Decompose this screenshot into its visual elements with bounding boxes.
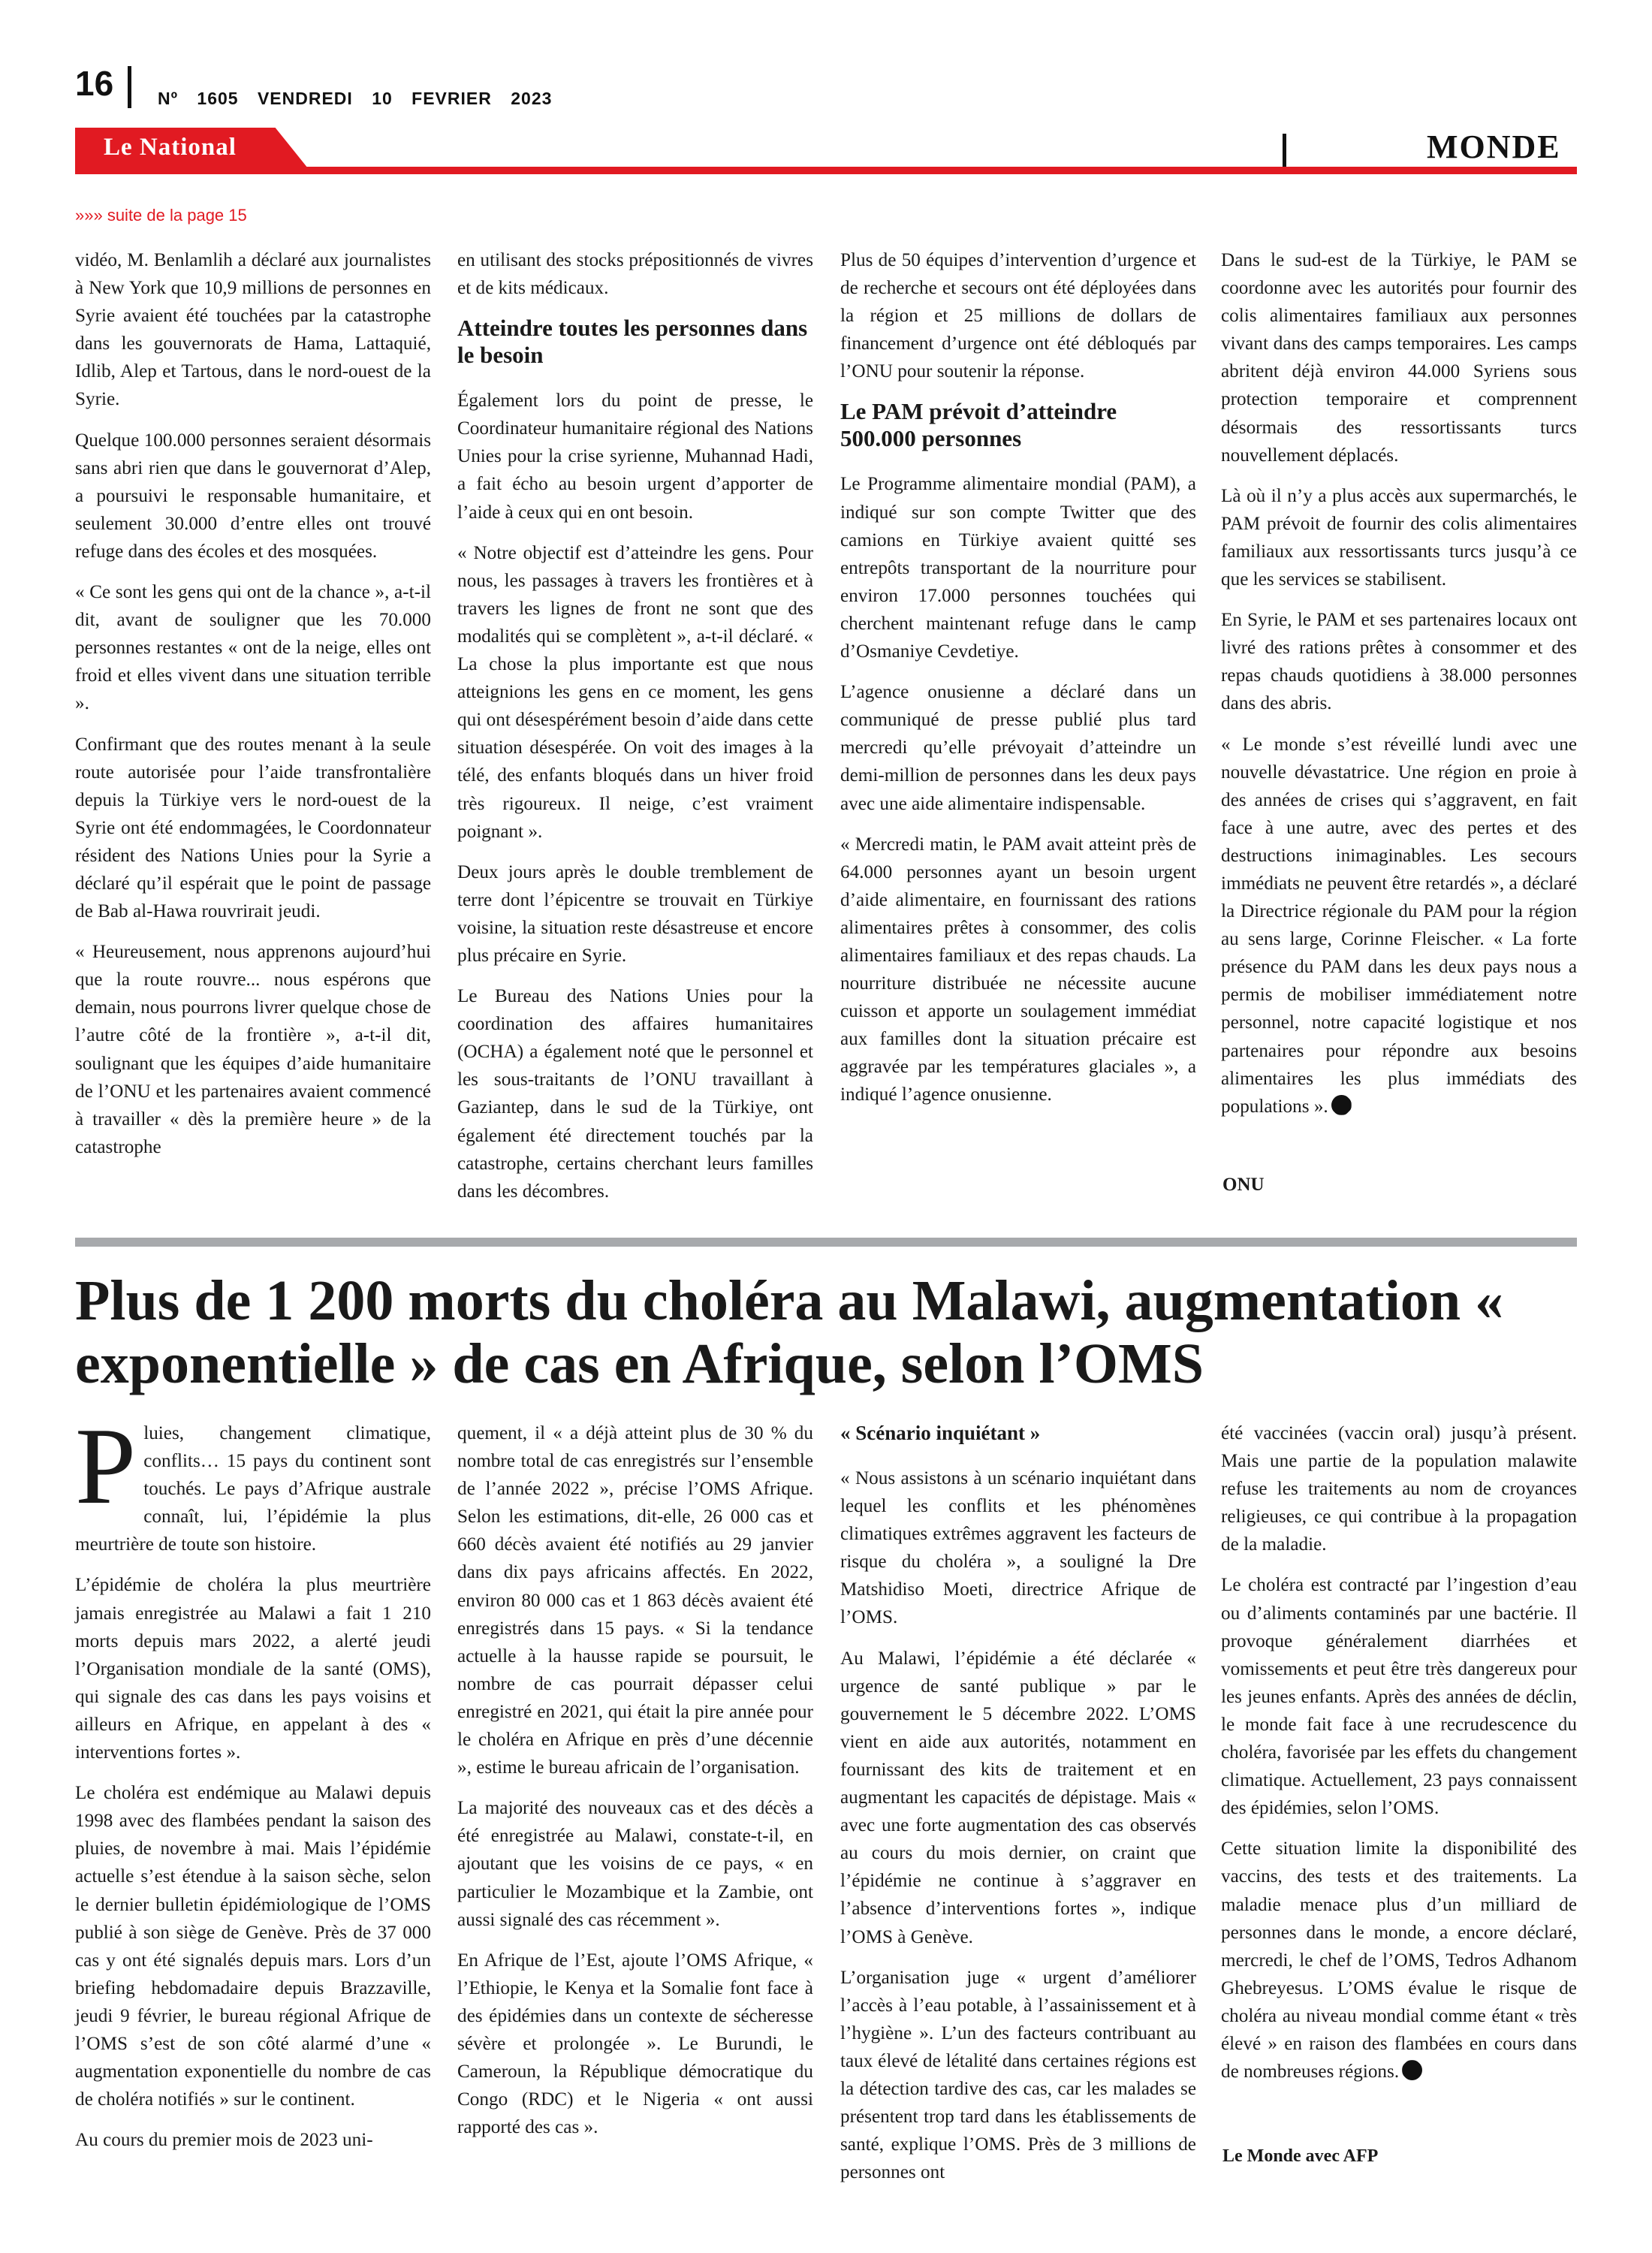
paragraph: « Ce sont les gens qui ont de la chance », a-t-il dit, avant de souligner que les 70.000 personnes restantes « ont de la neige, elles ont froid et elles vivent dans une situation terrible ». (75, 582, 431, 714)
paragraph: Le Bureau des Nations Unies pour la coordination des affaires humanitaires (OCHA) a également noté que le personnel et les sous-traitants de l’ONU travaillant à Gaziantep, dans le sud de la Türkiye, ont également été directement touchés par la catastrophe, certains cherchant leurs familles dans les décombres. (457, 986, 813, 1202)
continued-from: »»» suite de la page 15 (75, 206, 247, 225)
lead-paragraph (75, 1405, 431, 1558)
paragraph: « Mercredi matin, le PAM avait atteint près de 64.000 personnes ayant un besoin urgent d’aide alimentaire, en fournissant des rations alimentaires prêtes à consommer, des colis alimentaires familiaux et des repas chauds. La nourriture distribuée ne nécessite aucune cuisson et apporte un soulagement immédiat aux familles dont la situation précaire est aggravée par les températures glaciales », a indiqué l’agence onusienne. (840, 834, 1196, 1105)
paragraph: Le Programme alimentaire mondial (PAM), a indiqué sur son compte Twitter que des camions en Türkiye avaient quitté ses entrepôts transportant de la nourriture pour environ 17.000 personnes touchées qui cherchent maintenant refuge dans le camp d’Osmaniye Cevdetiye. (840, 474, 1196, 662)
newspaper-brand: Le National (104, 134, 237, 161)
paragraph: Confirmant que des routes menant à la seule route autorisée pour l’aide transfrontalière depuis la Türkiye vers le nord-ouest de la Syrie ont été endommagées, le Coordonnateur résident des Nations Unies pour la Syrie a déclaré qu’il espérait que le point de passage de Bab al-Hawa rouvrirait jeudi. (75, 734, 431, 922)
article-divider (75, 1238, 1577, 1247)
paragraph: quement, il « a déjà atteint plus de 30 % du nombre total de cas enregistrés sur l’ensemble de l’année 2022 », précise l’OMS Afrique. Selon les estimations, dit-elle, 26 000 cas et 660 décès avaient été notifiés au 29 janvier dans dix pays africains affectés. En 2022, environ 80 000 cas et 1 863 décès avaient été enregistrés dans 15 pays. « Si la tendance actuelle à la hausse rapide se poursuit, le nombre de cas pourrait dépasser celui enregistré en 2021, qui était la pire année pour le choléra en Afrique en près d’une décennie », estime le bureau africain de l’organisation. (457, 1423, 813, 1778)
article-source: ONU (1222, 1175, 1265, 1195)
article2-column-4 (1221, 1419, 1577, 2098)
section-title: MONDE (1427, 128, 1561, 165)
paragraph: « Nous assistons à un scénario inquiétant dans lequel les conflits et les phénomènes climatiques extrêmes aggravent les facteurs de risque du choléra », a souligné la Dre Matshidiso Moeti, directrice Afrique de l’OMS. (840, 1468, 1196, 1628)
paragraph: Dans le sud-est de la Türkiye, le PAM se coordonne avec les autorités pour fournir des colis alimentaires familiaux aux personnes vivant dans des camps temporaires. Les camps abritent déjà environ 44.000 Syriens sous protection temporaire et comprennent désormais des ressortissants turcs nouvellement déplacés. (1221, 250, 1577, 466)
paragraph: En Syrie, le PAM et ses partenaires locaux ont livré des rations prêtes à consommer et des repas chauds quotidiens à 38.000 personnes dans des abris. (1221, 610, 1577, 714)
article-headline: Plus de 1 200 morts du choléra au Malawi, augmentation « exponentielle » de cas en Afrique, selon l’OMS (75, 1269, 1504, 1395)
paragraph: été vaccinées (vaccin oral) jusqu’à présent. Mais une partie de la population malawite refuse les traitements au nom de croyances religieuses, ce qui contribue à la propagation de la maladie. (1221, 1423, 1577, 1555)
article2-column-1 (75, 1405, 431, 2167)
section-divider (1283, 134, 1286, 167)
end-mark-icon (1402, 2060, 1422, 2080)
paragraph: en utilisant des stocks prépositionnés de vivres et de kits médicaux. (457, 250, 813, 299)
article2-column-2 (457, 1419, 813, 2154)
subheading: « Scénario inquiétant » (840, 1422, 1041, 1444)
header-divider (128, 66, 131, 108)
paragraph: La majorité des nouveaux cas et des décès a été enregistrée au Malawi, constate-t-il, en ajoutant que les voisins de ce pays, « en particulier le Mozambique et la Zambie, ont aussi signalé des cas récemment ». (457, 1798, 813, 1930)
article-source: Le Monde avec AFP (1222, 2146, 1379, 2166)
paragraph: « Heureusement, nous apprenons aujourd’hui que la route rouvre... nous espérons que demain, nous pourrons livrer quelque chose de l’autre côté de la frontière », a-t-il dit, soulignant que les équipes d’aide humanitaire de l’ONU et les partenaires avaient commencé à travailler « dès la première heure » de la catastrophe (75, 942, 431, 1157)
paragraph: En Afrique de l’Est, ajoute l’OMS Afrique, « l’Ethiopie, le Kenya et la Somalie font face à des épidémies dans un contexte de sécheresse sévère et prolongée ». Le Burundi, le Cameroun, la République démocratique du Congo (RDC) et le Nigeria « ont aussi rapporté des cas ». (457, 1950, 813, 2138)
paragraph: L’organisation juge « urgent d’améliorer l’accès à l’eau potable, à l’assainissement et à l’hygiène ». L’un des facteurs contribuant au taux élevé de létalité dans certaines régions est la détection tardive des cas, car les malades se présentent trop tard dans les établissements de santé, explique l’OMS. Près de 3 millions de personnes ont (840, 1967, 1196, 2183)
drop-cap: P (75, 1405, 137, 1527)
article1-column-2 (457, 246, 813, 1218)
paragraph: L’agence onusienne a déclaré dans un communiqué de presse publié plus tard mercredi qu’elle prévoyait d’atteindre un demi-million de personnes dans les deux pays avec une aide alimentaire indispensable. (840, 682, 1196, 814)
paragraph-text: Cette situation limite la disponibilité des vaccins, des tests et des traitements. La maladie menace plus d’un milliard de personnes dans le monde, a encore déclaré, mercredi, le chef de l’OMS, Tedros Adhanom Ghebreyesus. L’OMS évalue le risque de choléra au niveau mondial comme étant « très élevé » en raison des flambées en cours dans de nombreuses régions. (1221, 1838, 1577, 2083)
paragraph: Plus de 50 équipes d’intervention d’urgence et de recherche et secours ont été déployées dans la région et 25 millions de dollars de financement d’urgence ont été débloqués par l’ONU pour soutenir la réponse. (840, 250, 1196, 382)
paragraph: Le choléra est endémique au Malawi depuis 1998 avec des flambées pendant la saison des pluies, de novembre à mai. Mais l’épidémie actuelle s’est étendue à la saison sèche, selon le dernier bulletin épidémiologique de l’OMS publié à son siège de Genève. Près de 37 000 cas y ont été signalés depuis mars. Lors d’un briefing hebdomadaire depuis Brazzaville, jeudi 9 février, le bureau régional Afrique de l’OMS s’est de son côté alarmé d’une « augmentation exponentielle du nombre de cas de choléra notifiés » sur le continent. (75, 1783, 431, 2110)
paragraph-text: « Le monde s’est réveillé lundi avec une nouvelle dévastatrice. Une région en proie à des années de crises qui s’aggravent, en fait face à une autre, avec des pertes et des destructions inimaginables. Les secours immédiats ne peuvent être retardés », a déclaré la Directrice régionale du PAM pour la région au sens large, Corinne Fleischer. « La forte présence du PAM dans les deux pays nous a permis de mobiliser immédiatement notre personnel, notre capacité logistique et nos partenaires pour répondre aux besoins alimentaires les plus immédiats des populations ». (1221, 734, 1577, 1117)
subheading: Le PAM prévoit d’atteindre 500.000 personnes (840, 398, 1117, 452)
paragraph: Également lors du point de presse, le Coordinateur humanitaire régional des Nations Unies pour la crise syrienne, Muhannad Hadi, a fait écho au besoin urgent d’apporter de l’aide à ceux qui en ont besoin. (457, 391, 813, 523)
article1-column-3 (840, 246, 1196, 1122)
paragraph: vidéo, M. Benlamlih a déclaré aux journalistes à New York que 10,9 millions de personnes en Syrie avaient été touchées par la catastrophe dans les gouvernorats de Hama, Lattaquié, Idlib, Alep et Tartous, dans le nord-ouest de la Syrie. (75, 250, 431, 410)
paragraph: « Notre objectif est d’atteindre les gens. Pour nous, les passages à travers les frontières et à travers les lignes de front ne sont que des modalités qui se complètent », a-t-il déclaré. « La chose la plus importante est que nous atteignions les gens en ce moment, les gens qui ont désespérément besoin d’aide dans cette situation désespérée. On voit des images à la télé, des enfants bloqués dans un hiver froid très rigoureux. Il neige, c’est vraiment poignant ». (457, 542, 813, 842)
paragraph: Au Malawi, l’épidémie a été déclarée « urgence de santé publique » par le gouvernement le 5 décembre 2022. L’OMS vient en aide aux autorités, notamment en fournissant des kits de traitement et en augmentant les capacités de dépistage. Mais « avec une forte augmentation des cas observés au cours du mois dernier, on craint que l’épidémie ne continue à s’aggraver en l’absence d’interventions fortes », indique l’OMS à Genève. (840, 1648, 1196, 1947)
issue-date-line: Nº 1605 VENDREDI 10 FEVRIER 2023 (158, 89, 553, 108)
paragraph: Au cours du premier mois de 2023 uni- (75, 2130, 373, 2151)
article1-column-4 (1221, 246, 1577, 1133)
article2-column-3 (840, 1419, 1196, 2199)
paragraph: Quelque 100.000 personnes seraient désormais sans abri rien que dans le gouvernorat d’Alep, a poursuivi le responsable humanitaire, et seulement 30.000 d’entre elles ont trouvé refuge dans des écoles et des mosquées. (75, 430, 431, 562)
paragraph: Là où il n’y a plus accès aux supermarchés, le PAM prévoit de fournir des colis alimentaires familiaux aux ressortissants turcs jusqu’à ce que les services se stabilisent. (1221, 485, 1577, 590)
subheading: Atteindre toutes les personnes dans le besoin (457, 315, 808, 369)
page-number: 16 (75, 64, 114, 103)
article1-column-1 (75, 246, 431, 1174)
paragraph (1221, 731, 1577, 1120)
header-rule (75, 167, 1577, 174)
paragraph: L’épidémie de choléra la plus meurtrière jamais enregistrée au Malawi a fait 1 210 morts depuis mars 2022, a alerté jeudi l’Organisation mondiale de la santé (OMS), qui signale des cas dans les pays voisins et ailleurs en Afrique, en appelant à des « interventions fortes ». (75, 1575, 431, 1763)
paragraph: Deux jours après le double tremblement de terre dont l’épicentre se trouvait en Türkiye voisine, la situation reste désastreuse et encore plus précaire en Syrie. (457, 861, 813, 966)
lead-text: luies, changement climatique, conflits… 15 pays du continent sont touchés. Le pays d’Afrique australe connaît, lui, l’épidémie la plus meurtrière de toute son histoire. (75, 1423, 431, 1555)
paragraph (1221, 1835, 1577, 2086)
paragraph: Le choléra est contracté par l’ingestion d’eau ou d’aliments contaminés par une bactérie. Il provoque généralement diarrhées et vomissements et peut être très dangereux pour les jeunes enfants. Après des années de déclin, le monde fait face à une recrudescence du choléra, favorisée par les effets du changement climatique. Actuellement, 23 pays connaissent des épidémies, selon l’OMS. (1221, 1575, 1577, 1819)
end-mark-icon (1331, 1095, 1352, 1115)
